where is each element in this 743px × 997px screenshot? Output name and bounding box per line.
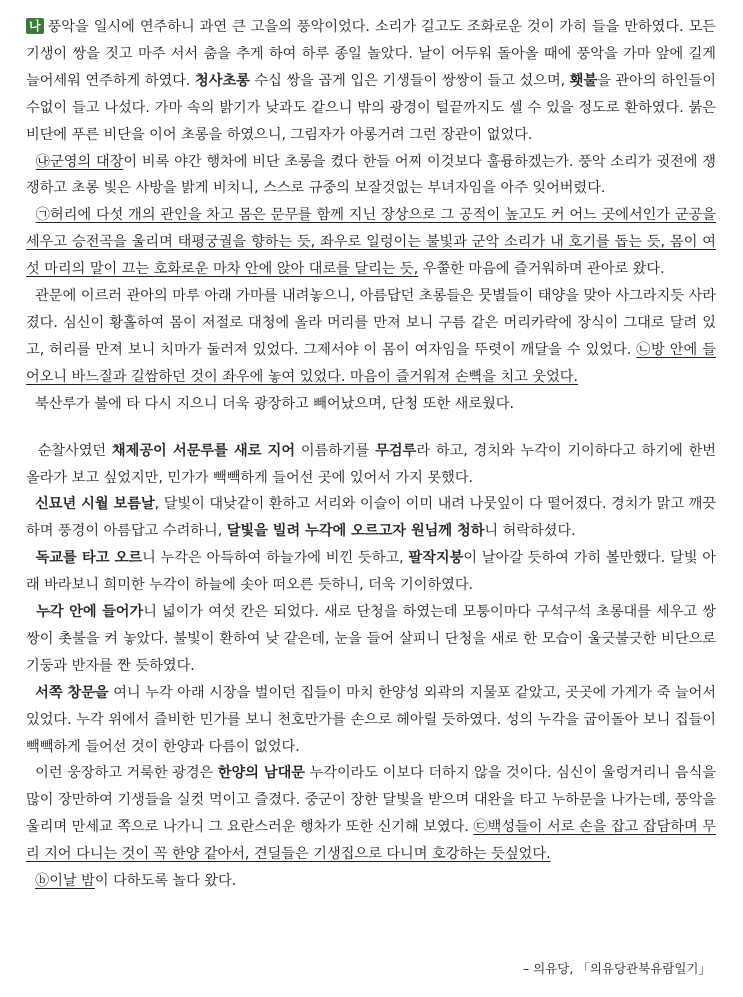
key-term: 채제공이 서문루를 새로 지어 xyxy=(111,442,296,459)
key-term: 청사초롱 xyxy=(195,72,250,89)
key-term: 독교를 타고 오르 xyxy=(35,550,143,567)
underlined-passage: ㉠허리에 다섯 개의 관인을 차고 몸은 문무를 함께 지닌 장상으로 그 공적이 높고도 커 어느 곳에서인가 군공을 세우고 승전곡을 울리며 태평궁궐을 향하는 듯, 좌우로 일렁이는 불빛과 군악 소리가 내 호기를 돕는 듯, 몸이 여섯 마리의 말이 끄는 호화로운 마차 안에 앉아 대로를 달리는 듯, xyxy=(26,207,716,278)
underlined-phrase: ⓑ이날 밤 xyxy=(35,873,95,890)
key-term: 무검루 xyxy=(375,442,417,459)
paragraph-12: ⓑ이날 밤이 다하도록 놀다 왔다. xyxy=(35,873,237,890)
key-term: 횃불 xyxy=(569,72,598,89)
passage xyxy=(26,14,716,895)
key-term: 서쪽 창문을 xyxy=(35,684,109,701)
paragraph-6: 순찰사였던 채제공이 서문루를 새로 지어 이름하기를 무검루라 하고, 경치와 누각이 기이하다고 하기에 한번 올라가 보고 싶었지만, 민가가 빽빽하게 들어선 곳에 있어서 가지 못했다. xyxy=(26,442,716,486)
section-badge: 나 xyxy=(26,18,44,34)
paragraph-3: ㉠허리에 다섯 개의 관인을 차고 몸은 문무를 함께 지닌 장상으로 그 공적이 높고도 커 어느 곳에서인가 군공을 세우고 승전곡을 울리며 태평궁궐을 향하는 듯, 좌우로 일렁이는 불빛과 군악 소리가 내 호기를 돕는 듯, 몸이 여섯 마리의 말이 끄는 호화로운 마차 안에 앉아 대로를 달리는 듯, 우쭐한 마음에 즐거워하며 관아로 왔다. xyxy=(26,207,716,278)
source-citation: – 의유당, 「의유당관북유람일기」 xyxy=(522,961,711,976)
paragraph-9: 누각 안에 들어가니 넓이가 여섯 칸은 되었다. 새로 단청을 하였는데 모퉁이마다 구석구석 초롱대를 세우고 쌍쌍이 촛불을 켜 놓았다. 불빛이 환하여 낮 같은데, 눈을 들어 살피니 단청을 새로 한 모습이 울긋불긋한 비단으로 기둥과 반자를 짠 듯하였다. xyxy=(26,604,716,674)
key-term: 누각 안에 들어가 xyxy=(36,604,144,621)
underlined-phrase: ㉯군영의 대장 xyxy=(35,153,124,170)
paragraph-11: 이런 웅장하고 거룩한 광경은 한양의 남대문 누각이라도 이보다 더하지 않을 것이다. 심신이 울렁거리니 음식을 많이 장만하여 기생들을 실컷 먹이고 즐겼다. 중군이 장한 달빛을 받으며 대완을 타고 누하문을 나가는데, 풍악을 울리며 만세교 쪽으로 나가니 그 요란스러운 행차가 또한 신기해 보였다. ㉢백성들이 서로 손을 잡고 잡담하며 무리 지어 다니는 것이 꼭 한양 같아서, 견딜들은 기생집으로 다니며 호강하는 듯싶었다. xyxy=(26,765,716,863)
key-term: 한양의 남대문 xyxy=(217,765,306,782)
underlined-passage: ㉢백성들이 서로 손을 잡고 잡담하며 무리 지어 다니는 것이 꼭 한양 같아서, 견딜들은 기생집으로 다니며 호강하는 듯싶었다. xyxy=(26,819,716,863)
paragraph-5: 북산루가 불에 타 다시 지으니 더욱 광장하고 빼어났으며, 단청 또한 새로웠다. xyxy=(35,395,515,412)
paragraph-4: 관문에 이르러 관아의 마루 아래 가마를 내려놓으니, 아름답던 초롱들은 뭇별들이 태양을 맞아 사그라지듯 사라졌다. 심신이 황홀하여 몸이 저절로 대청에 올라 머리를 만져 보니 구름 같은 머리카락에 장식이 그대로 달려 있고, 허리를 만져 보니 치마가 둘러져 있었다. 그제서야 이 몸이 여자임을 뚜렷이 깨달을 수 있었다. ㉡방 안에 들어오니 바느질과 길쌈하던 것이 좌우에 놓여 있었다. 마음이 즐거워져 손뼉을 치고 웃었다. xyxy=(26,288,716,385)
paragraph-10: 서쪽 창문을 여니 누각 아래 시장을 벌이던 집들이 마치 한양성 외곽의 지물포 같았고, 곳곳에 가게가 죽 늘어서 있었다. 누각 위에서 즐비한 민가를 보니 천호만가를 손으로 헤아릴 듯하였다. 성의 누각을 굽이돌아 보니 집들이 빽빽하게 들어선 것이 한양과 다름이 없었다. xyxy=(26,684,717,755)
key-term: 신묘년 시월 보름날 xyxy=(35,496,155,513)
paragraph-2: ㉯군영의 대장이 비록 야간 행차에 비단 초롱을 켰다 한들 어찌 이것보다 훌륭하겠는가. 풍악 소리가 귓전에 쟁쟁하고 초롱 빛은 사방을 밝게 비치니, 스스로 규중의 보잘것없는 부녀자임을 아주 잊어버렸다. xyxy=(26,153,716,197)
underlined-passage: ㉡방 안에 들어오니 바느질과 길쌈하던 것이 좌우에 놓여 있었다. 마음이 즐거워져 손뼉을 치고 웃었다. xyxy=(26,341,716,385)
paragraph-8: 독교를 타고 오르니 누각은 아득하여 하늘가에 비낀 듯하고, 팔작지붕이 날아갈 듯하여 가히 볼만했다. 달빛 아래 바라보니 희미한 누각이 하늘에 솟아 떠오른 듯하니, 더욱 기이하였다. xyxy=(26,550,716,594)
paragraph-1: 나 풍악을 일시에 연주하니 과연 큰 고을의 풍악이었다. 소리가 길고도 조화로운 것이 가히 들을 만하였다. 모든 기생이 쌍을 짓고 마주 서서 춤을 추게 하여 하루 종일 놀았다. 날이 어두워 돌아올 때에 풍악을 가마 앞에 길게 늘어세워 연주하게 하였다. 청사초롱 수십 쌍을 곱게 입은 기생들이 쌍쌍이 들고 섰으며, 횃불을 관아의 하인들이 수없이 들고 나섰다. 가마 속의 밝기가 낮과도 같으니 밖의 광경이 털끝까지도 셀 수 있을 정도로 환하였다. 붉은 비단에 푸른 비단을 이어 초롱을 하였으니, 그림자가 아롱거려 그런 장관이 없었다. xyxy=(26,19,717,143)
key-term: 팔작지붕 xyxy=(408,550,464,567)
key-term: 달빛을 빌려 누각에 오르고자 원님께 청하 xyxy=(226,523,485,540)
paragraph-7: 신묘년 시월 보름날, 달빛이 대낮같이 환하고 서리와 이슬이 이미 내려 나뭇잎이 다 떨어졌다. 경치가 맑고 깨끗하며 풍경이 아름답고 수려하니, 달빛을 빌려 누각에 오르고자 원님께 청하니 허락하셨다. xyxy=(26,496,716,540)
